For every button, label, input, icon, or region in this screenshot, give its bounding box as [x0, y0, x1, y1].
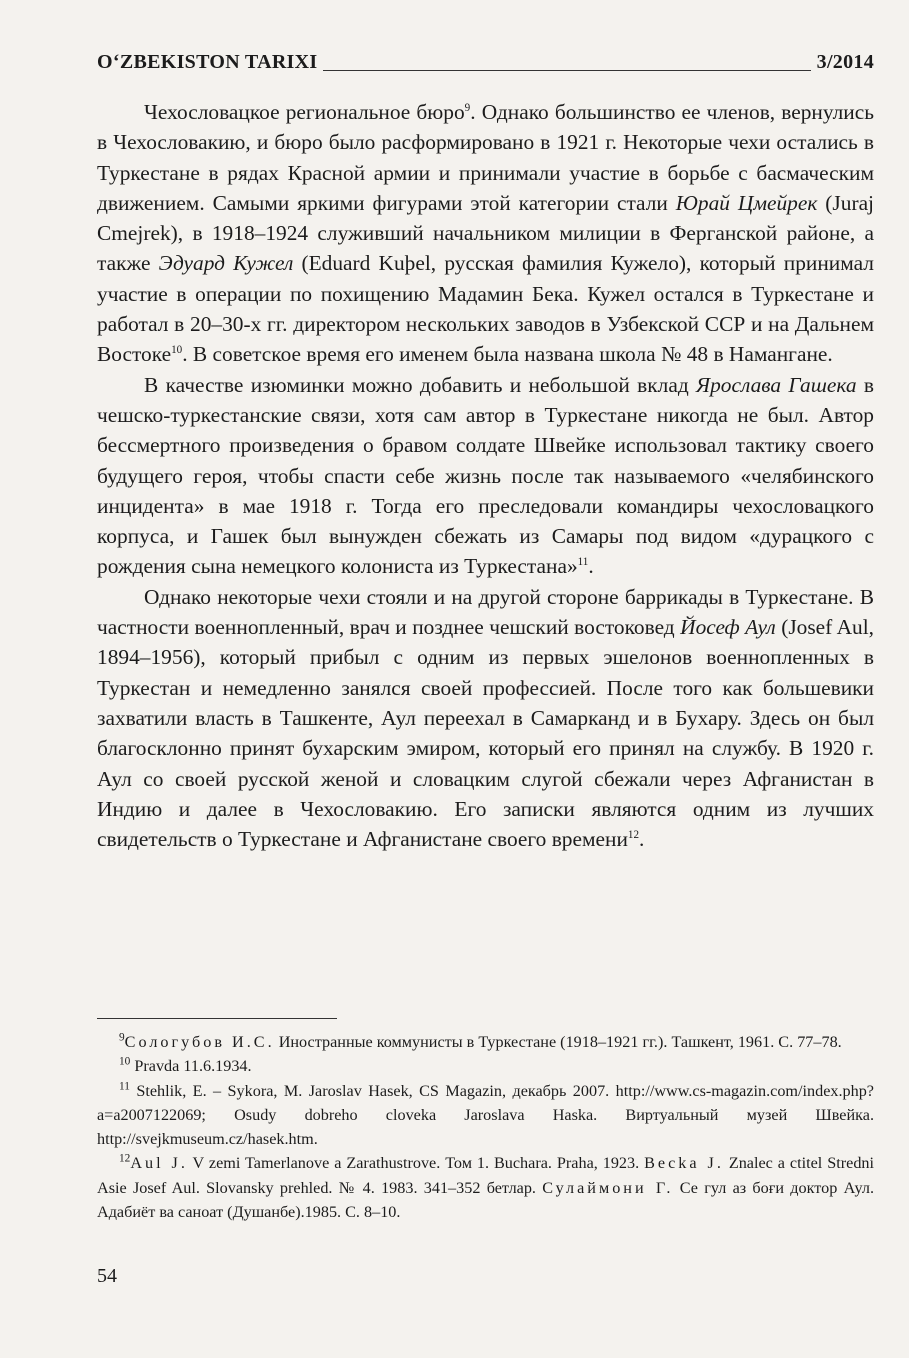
text-run: В качестве изюминки можно добавить и небольшой вклад [144, 372, 697, 397]
footnote [97, 1079, 874, 1152]
author-name: Aul J. [130, 1154, 188, 1173]
text-run: V zemi Tamerlanove a Zarathustrove. Том 1. Buchara. Praha, 1923. [187, 1154, 645, 1173]
page-number: 54 [97, 1265, 117, 1287]
person-name: Йосеф Аул [680, 615, 776, 640]
text-run: Се гул аз боғи доктор Аул. Адабиёт ва саноат (Душанбе).1985. С. 8–10. [97, 1178, 874, 1222]
journal-title: O‘ZBEKISTON TARIXI [97, 51, 318, 73]
author-name: Сулаймони Г. [542, 1178, 674, 1197]
text-run: . В советское время его именем была названа школа № 48 в Намангане. [182, 342, 833, 367]
footnote-ref: 11 [119, 1080, 130, 1093]
text-run: Znalec a ctitel Stredni Asie Josef Aul. Slovansky prehled. № 4. 1983. 341–352 бетлар. [97, 1154, 874, 1197]
footnote-ref: 9 [119, 1031, 125, 1044]
footnote [97, 1054, 874, 1078]
text-run: Pravda 11.6.1934. [130, 1057, 252, 1076]
author-name: Сологубов И.С. [124, 1033, 275, 1051]
footnote-ref: 10 [119, 1055, 131, 1068]
footnotes [97, 1030, 874, 1224]
footnote-ref: 12 [119, 1153, 131, 1166]
text-run: . [588, 554, 594, 579]
text-run: (Eduard Kuþel, русская фамилия Кужело), который принимал участие в операции по похищению Мадамин Бека. Кужел остался в Туркестане и работал в 20–30-х гг. директором нескольких заводов в Узбекской ССР и на Дальнем Востоке [97, 251, 874, 367]
text-run: в чешско-туркестанские связи, хотя сам автор в Туркестане никогда не был. Автор бессмертного произведения о бравом солдате Швейке использовал тактику своего будущего героя, чтобы спасти себе жизнь после так называемого «челябинского инцидента» в мае 1918 г. Тогда его преследовали командиры чехословацкого корпуса, и Гашек был вынужден сбежать из Самары под видом «дурацкого с рождения сына немецкого колониста из Туркестана» [97, 372, 874, 579]
text-run: (Juraj Cmejrek), в 1918–1924 служивший начальником милиции в Ферганской районе, а также [97, 190, 875, 276]
footnote-ref: 11 [577, 556, 589, 569]
text-run: . Однако большинство ее членов, вернулись в Чехословакию, и бюро было расформировано в 1921 г. Некоторые чехи остались в Туркестане в рядах Красной армии и принимали участие в борьбе с басмаческим движением. Самыми яркими фигурами этой категории стали [97, 100, 874, 215]
footnote-ref: 9 [464, 101, 471, 114]
footnote [97, 1151, 874, 1224]
person-name: Ярослава Гашека [696, 372, 857, 397]
text-run: . [639, 827, 645, 852]
article-body [97, 97, 874, 854]
person-name: Эдуард Кужел [158, 251, 294, 276]
paragraph [97, 370, 874, 582]
text-run: Иностранные коммунисты в Туркестане (1918–1921 гг.). Ташкент, 1961. С. 77–78. [274, 1033, 842, 1051]
paragraph [97, 582, 874, 855]
author-name: Becka J. [644, 1154, 724, 1173]
text-run: (Josef Aul, 1894–1956), который прибыл с одним из первых эшелонов военнопленных в Туркестан и немедленно занялся своей профессией. После того как большевики захватили власть в Ташкенте, Аул переехал в Самарканд и в Бухару. Здесь он был благосклонно принят бухарским эмиром, который его принял на службу. В 1920 г. Аул со своей русской женой и словацким слугой сбежали через Афганистан в Индию и далее в Чехословакию. Его записки являются одним из лучших свидетельств о Туркестане и Афганистане своего времени [97, 615, 874, 852]
text-run: Однако некоторые чехи стояли и на другой стороне баррикады в Туркестане. В частности военнопленный, врач и позднее чешский востоковед [97, 584, 874, 640]
running-header [97, 40, 874, 72]
header-rule [323, 70, 810, 71]
footnote-divider [97, 1018, 337, 1019]
text-run: Stehlik, E. – Sykora, M. Jaroslav Hasek, CS Magazin, декабрь 2007. http://www.cs-magazin.com/index.php?a=a2007122069; Osudy dobreho cloveka Jaroslava Haska. Виртуальный музей Швейка. http://svejkmuseum.cz/hasek.htm. [97, 1081, 874, 1149]
footnote-ref: 12 [627, 829, 640, 841]
person-name: Юрай Цмейрек [675, 190, 818, 215]
paragraph [97, 97, 874, 370]
footnote [97, 1030, 874, 1054]
text-run: Чехословацкое региональное бюро [144, 100, 465, 124]
issue-number: 3/2014 [816, 51, 874, 73]
footnote-ref: 10 [171, 344, 183, 357]
